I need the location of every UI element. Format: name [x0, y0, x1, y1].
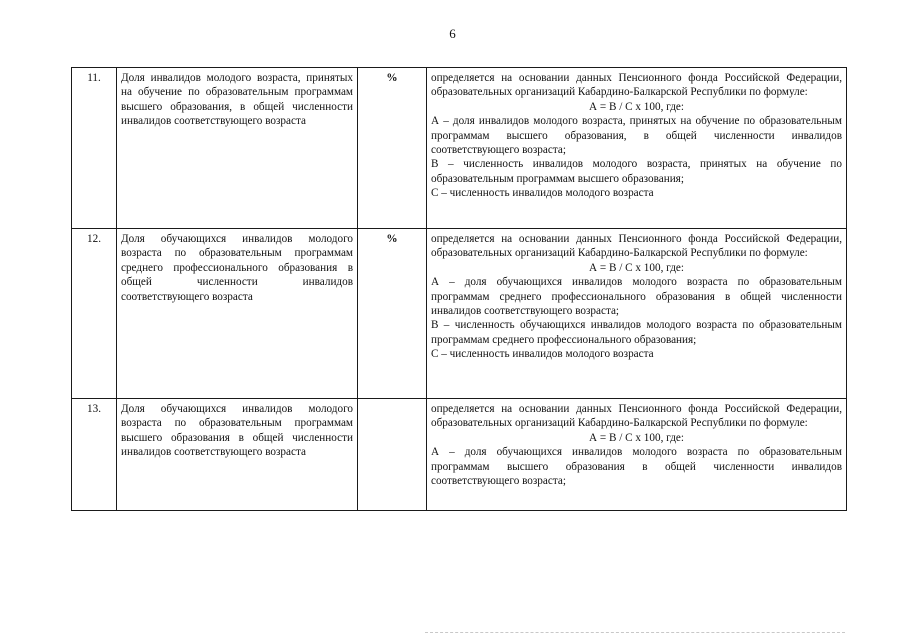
formula: А = В / С х 100, где: [589, 100, 684, 113]
row-number: 12. [72, 229, 117, 399]
table-row [72, 229, 847, 399]
calculation-method [427, 68, 847, 229]
table-row [72, 399, 847, 511]
formula: А = В / С х 100, где: [589, 261, 684, 274]
row-number: 11. [72, 68, 117, 229]
table-row [72, 68, 847, 229]
indicator-name: Доля обучающихся инвалидов молодого возраста по образовательным программам среднего профессионального образования в общей численности инвалидов соответствующего возраста [117, 229, 358, 399]
indicator-name: Доля инвалидов молодого возраста, принятых на обучение по образовательным программам высшего образования, в общей численности инвалидов соответствующего возраста [117, 68, 358, 229]
definition-a: А – доля обучающихся инвалидов молодого возраста по образовательным программам высшего образования в общей численности инвалидов соответствующего возраста; [431, 446, 842, 488]
formula: А = В / С х 100, где: [589, 431, 684, 444]
calculation-method [427, 399, 847, 511]
indicator-name: Доля обучающихся инвалидов молодого возраста по образовательным программам высшего образования в общей численности инвалидов соответствующего возраста [117, 399, 358, 511]
unit-of-measure [358, 399, 427, 511]
definition-c: С – численность инвалидов молодого возраста [431, 187, 654, 200]
definition-a: А – доля инвалидов молодого возраста, принятых на обучение по образовательным программам высшего образования, в общей численности инвалидов соответствующего возраста; [431, 115, 842, 157]
definition-b: В – численность обучающихся инвалидов молодого возраста по образовательным программам среднего профессионального образования; [431, 319, 842, 346]
indicators-table [71, 67, 847, 511]
method-intro: определяется на основании данных Пенсионного фонда Российской Федерации, образовательных организаций Кабардино-Балкарской Республики по формуле: [431, 72, 842, 99]
definition-c: С – численность инвалидов молодого возраста [431, 348, 654, 361]
calculation-method [427, 229, 847, 399]
page-number: 6 [449, 26, 456, 41]
method-intro: определяется на основании данных Пенсионного фонда Российской Федерации, образовательных организаций Кабардино-Балкарской Республики по формуле: [431, 403, 842, 430]
unit-of-measure: % [358, 229, 427, 399]
definition-a: А – доля обучающихся инвалидов молодого возраста по образовательным программам среднего профессионального образования в общей численности инвалидов соответствующего возраста; [431, 276, 842, 318]
unit-of-measure: % [358, 68, 427, 229]
method-intro: определяется на основании данных Пенсионного фонда Российской Федерации, образовательных организаций Кабардино-Балкарской Республики по формуле: [431, 233, 842, 260]
definition-b: В – численность инвалидов молодого возраста, принятых на обучение по образовательным программам высшего образования; [431, 158, 842, 185]
row-number: 13. [72, 399, 117, 511]
scan-artifact-line [425, 632, 845, 635]
